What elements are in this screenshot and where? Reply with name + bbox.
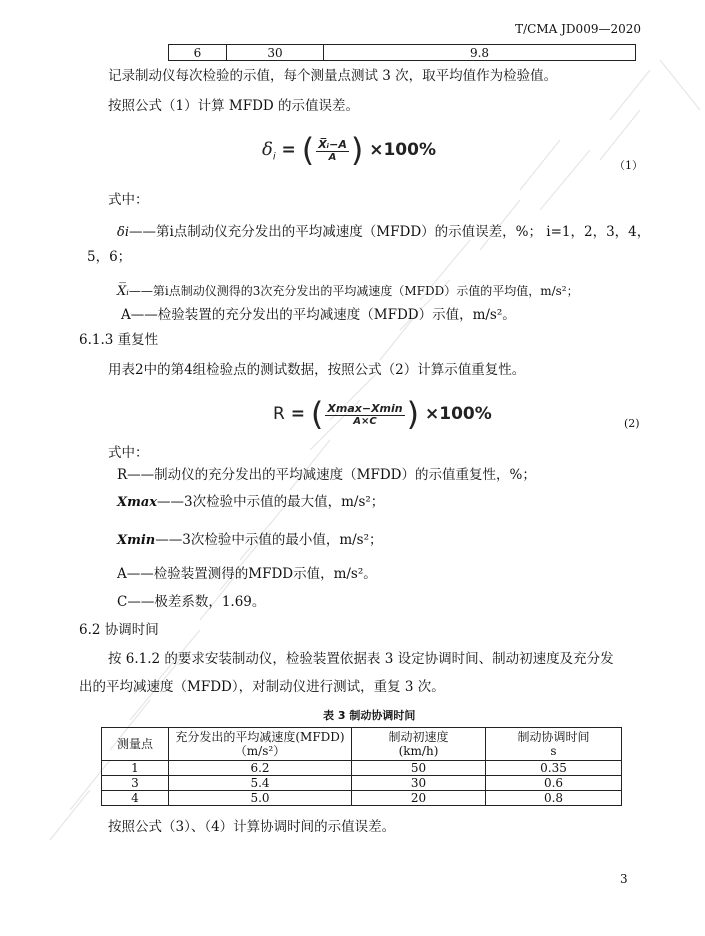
formula-denominator: A×C	[353, 415, 377, 427]
header-text: 制动初速度	[388, 730, 449, 744]
definition: A——检验装置的充分发出的平均减速度（MFDD）示值，m/s²。	[121, 307, 516, 323]
definition-symbol: Xmax	[117, 495, 158, 510]
table-cell: 30	[227, 45, 324, 61]
paragraph: 用表2中的第4组检验点的测试数据，按照公式（2）计算示值重复性。	[108, 362, 526, 378]
left-paren: (	[301, 131, 315, 169]
definition-text: ——第i点制动仪测得的3次充分发出的平均减速度（MFDD）示值的平均值，m/s²；	[128, 284, 579, 298]
table-cell: 5.0	[169, 791, 352, 806]
formula-equals: =	[290, 404, 305, 424]
paragraph: 按 6.1.2 的要求安装制动仪，检验装置依据表 3 设定协调时间、制动初速度及充分发	[108, 651, 614, 667]
equation-number: (2)	[624, 417, 640, 430]
formula-numerator: X̅ᵢ−A	[318, 137, 347, 151]
formula-denominator: A	[328, 151, 337, 163]
section-heading: 6.2 协调时间	[79, 622, 159, 638]
table-cell: 9.8	[324, 45, 636, 61]
left-paren: (	[310, 395, 324, 433]
table-cell: 3	[102, 776, 169, 791]
table-cell: 6.2	[169, 761, 352, 776]
table-cell: 4	[102, 791, 169, 806]
table-cell: 5.4	[169, 776, 352, 791]
formula-tail: ×100%	[425, 404, 492, 424]
table-cell: 30	[352, 776, 486, 791]
section-heading: 6.1.3 重复性	[79, 332, 159, 348]
page-number: 3	[620, 872, 628, 886]
header-text: 制动协调时间	[517, 730, 590, 744]
right-paren: )	[406, 395, 420, 433]
paragraph: 记录制动仪每次检验的示值，每个测量点测试 3 次，取平均值作为检验值。	[108, 68, 558, 84]
header-text: 测量点	[116, 737, 153, 751]
table-cell: 0.6	[486, 776, 622, 791]
definition: R——制动仪的充分发出的平均减速度（MFDD）的示值重复性，%；	[117, 467, 536, 483]
formula-equals: =	[281, 140, 296, 160]
definition	[117, 281, 579, 302]
table-row	[169, 45, 636, 61]
definition: C——极差系数，1.69。	[117, 594, 266, 610]
table-cell: 50	[352, 761, 486, 776]
formula-2	[273, 395, 492, 433]
formula-tail: ×100%	[369, 140, 436, 160]
table-header-row	[102, 728, 622, 761]
formula-1	[262, 131, 436, 169]
column-header	[486, 728, 622, 761]
definition	[117, 530, 383, 551]
header-text: 充分发出的平均减速度(MFDD)	[175, 730, 345, 744]
where-label: 式中：	[108, 192, 149, 208]
column-header	[102, 728, 169, 761]
table-row	[102, 776, 622, 791]
table-caption: 表 3 制动协调时间	[323, 709, 416, 722]
definition-text: ——3次检验中示值的最小值，m/s²；	[155, 532, 383, 548]
table-cell: 0.35	[486, 761, 622, 776]
table2-tail	[168, 44, 636, 61]
definition-symbol: Xmin	[117, 533, 156, 548]
formula-lhs: R	[273, 404, 285, 424]
formula-numerator: Xmax−Xmin	[327, 401, 403, 415]
right-paren: )	[350, 131, 364, 169]
definition-continuation: 5，6；	[87, 249, 132, 265]
definition-text: ——3次检验中示值的最大值，m/s²；	[157, 494, 385, 510]
definition	[117, 492, 384, 513]
definition-text: ——第i点制动仪充分发出的平均减速度（MFDD）的示值误差，%； i=1，2，3，4，	[128, 224, 651, 240]
definition	[117, 222, 650, 243]
table-row	[102, 791, 622, 806]
paragraph: 出的平均减速度（MFDD），对制动仪进行测试，重复 3 次。	[79, 679, 445, 695]
table-cell: 6	[169, 45, 227, 61]
formula-fraction	[316, 138, 349, 163]
header-unit: (km/h)	[398, 744, 439, 758]
paragraph: 按照公式（3）、（4）计算协调时间的示值误差。	[108, 819, 396, 835]
definition-symbol: X̅ᵢ	[117, 284, 129, 299]
paragraph: 按照公式（1）计算 MFDD 的示值误差。	[108, 98, 360, 114]
formula-lhs: δ	[262, 139, 273, 160]
table-row	[102, 761, 622, 776]
table-cell: 1	[102, 761, 169, 776]
table-cell: 20	[352, 791, 486, 806]
column-header	[352, 728, 486, 761]
formula-fraction	[325, 402, 404, 427]
equation-number: （1）	[614, 159, 643, 172]
definition-symbol: δi	[117, 225, 129, 240]
header-unit: s	[550, 744, 557, 758]
definition: A——检验装置测得的MFDD示值，m/s²。	[117, 566, 377, 582]
table-3	[101, 727, 622, 806]
formula-lhs-sub: i	[272, 151, 276, 163]
column-header	[169, 728, 352, 761]
table-cell: 0.8	[486, 791, 622, 806]
document-code: T/CMA JD009—2020	[515, 22, 641, 36]
where-label: 式中：	[108, 445, 149, 461]
header-unit: （m/s²）	[234, 744, 286, 758]
